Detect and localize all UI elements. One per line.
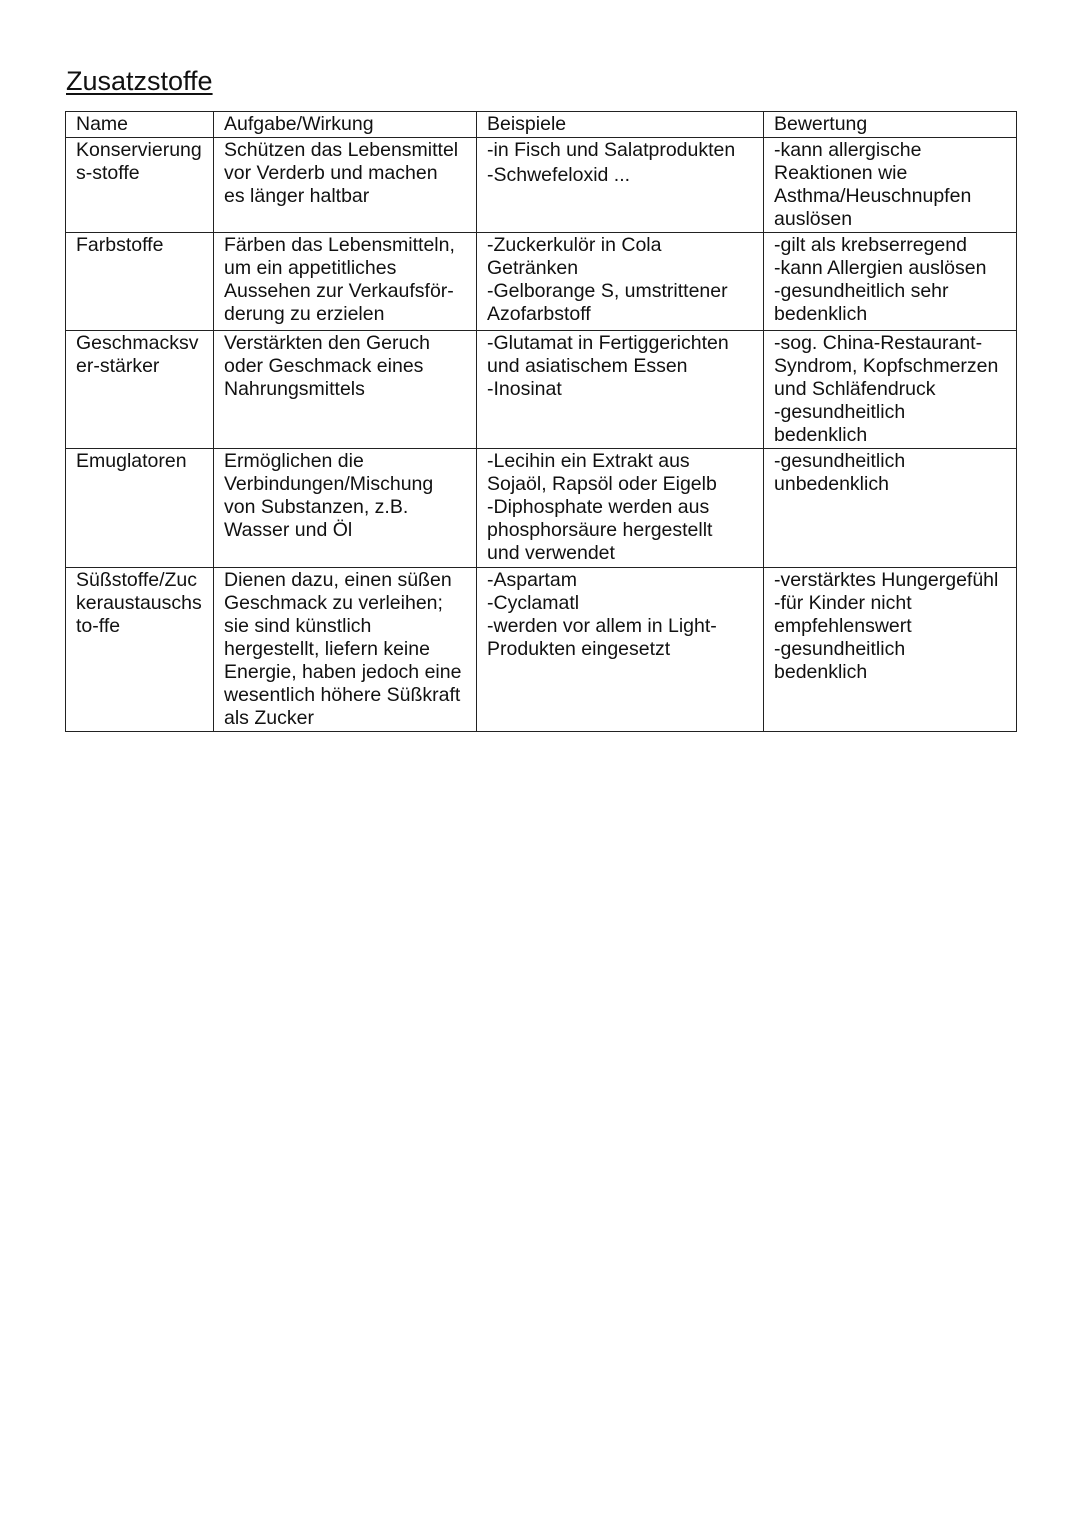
cell-name: [66, 233, 214, 331]
cell-line: -Lecihin ein Extrakt aus: [487, 450, 690, 472]
cell-line: -Glutamat in Fertiggerichten: [487, 332, 729, 354]
cell-bewertung: [764, 331, 1017, 449]
cell-line: -gesundheitlich: [774, 401, 906, 423]
table-row: [66, 233, 1017, 331]
cell-line: -gesundheitlich: [774, 638, 906, 660]
cell-bewertung: [764, 233, 1017, 331]
cell-line: Produkten eingesetzt: [487, 638, 671, 660]
cell-line: Syndrom, Kopfschmerzen: [774, 355, 999, 377]
cell-line: unbedenklich: [774, 473, 889, 495]
cell-line: als Zucker: [224, 707, 314, 729]
cell-line: hergestellt, liefern keine: [224, 638, 430, 660]
cell-line: derung zu erzielen: [224, 303, 385, 325]
cell-name: [66, 568, 214, 732]
cell-line: bedenklich: [774, 661, 868, 683]
cell-aufgabe: [214, 233, 477, 331]
cell-line: -gesundheitlich sehr: [774, 280, 949, 302]
cell-aufgabe: [214, 449, 477, 568]
cell-beispiele: [477, 138, 764, 233]
cell-line: und verwendet: [487, 542, 615, 564]
cell-line: er-stärker: [76, 355, 160, 377]
cell-name: [66, 449, 214, 568]
cell-line: -Schwefeloxid ...: [487, 164, 631, 186]
table-row: [66, 568, 1017, 732]
cell-aufgabe: [214, 568, 477, 732]
cell-line: Färben das Lebensmitteln,: [224, 234, 455, 256]
cell-aufgabe: [214, 138, 477, 233]
cell-line: es länger haltbar: [224, 185, 370, 207]
cell-name: [66, 138, 214, 233]
cell-line: Konservierung: [76, 139, 202, 161]
cell-line: Aussehen zur Verkaufsför-: [224, 280, 454, 302]
cell-line: Getränken: [487, 257, 579, 279]
cell-aufgabe: [214, 331, 477, 449]
cell-line: Geschmack zu verleihen;: [224, 592, 443, 614]
cell-line: -Gelborange S, umstrittener: [487, 280, 728, 302]
cell-line: -sog. China-Restaurant-: [774, 332, 983, 354]
table-row: [66, 138, 1017, 233]
cell-line: Geschmacksv: [76, 332, 199, 354]
header-row: [66, 112, 1017, 138]
cell-line: empfehlenswert: [774, 615, 912, 637]
cell-beispiele: [477, 449, 764, 568]
cell-line: -für Kinder nicht: [774, 592, 912, 614]
cell-line: Emuglatoren: [76, 450, 187, 472]
cell-line: -kann allergische: [774, 139, 922, 161]
cell-line: Dienen dazu, einen süßen: [224, 569, 452, 591]
page-title: Zusatzstoffe: [66, 66, 213, 96]
cell-line: -Aspartam: [487, 569, 577, 591]
cell-line: -Diphosphate werden aus: [487, 496, 710, 518]
header-beispiele: Beispiele: [477, 112, 764, 138]
cell-line: wesentlich höhere Süßkraft: [224, 684, 461, 706]
cell-bewertung: [764, 568, 1017, 732]
cell-line: Verbindungen/Mischung: [224, 473, 434, 495]
cell-line: -kann Allergien auslösen: [774, 257, 987, 279]
header-bewertung: Bewertung: [764, 112, 1017, 138]
header-aufgabe: Aufgabe/Wirkung: [214, 112, 477, 138]
cell-line: s-stoffe: [76, 162, 140, 184]
cell-line: Nahrungsmittels: [224, 378, 365, 400]
additives-table: [65, 111, 1017, 732]
cell-line: -gesundheitlich: [774, 450, 906, 472]
cell-line: to-ffe: [76, 615, 121, 637]
cell-line: Sojaöl, Rapsöl oder Eigelb: [487, 473, 717, 495]
cell-name: [66, 331, 214, 449]
cell-line: -gilt als krebserregend: [774, 234, 967, 256]
table-row: [66, 449, 1017, 568]
cell-line: phosphorsäure hergestellt: [487, 519, 713, 541]
cell-line: bedenklich: [774, 424, 868, 446]
cell-line: -Cyclamatl: [487, 592, 580, 614]
cell-line: -Inosinat: [487, 378, 562, 400]
cell-line: Reaktionen wie: [774, 162, 908, 184]
cell-line: sie sind künstlich: [224, 615, 372, 637]
cell-bewertung: [764, 138, 1017, 233]
cell-line: -in Fisch und Salatprodukten: [487, 139, 736, 161]
cell-line: Verstärkten den Geruch: [224, 332, 430, 354]
cell-beispiele: [477, 331, 764, 449]
cell-line: Ermöglichen die: [224, 450, 364, 472]
cell-line: -werden vor allem in Light-: [487, 615, 717, 637]
cell-line: vor Verderb und machen: [224, 162, 438, 184]
cell-line: Azofarbstoff: [487, 303, 591, 325]
cell-line: Energie, haben jedoch eine: [224, 661, 462, 683]
cell-line: keraustauschs: [76, 592, 202, 614]
cell-beispiele: [477, 568, 764, 732]
cell-line: um ein appetitliches: [224, 257, 397, 279]
cell-line: und Schläfendruck: [774, 378, 936, 400]
cell-bewertung: [764, 449, 1017, 568]
cell-line: Asthma/Heuschnupfen: [774, 185, 972, 207]
cell-line: Wasser und Öl: [224, 519, 353, 541]
cell-line: und asiatischem Essen: [487, 355, 688, 377]
cell-line: von Substanzen, z.B.: [224, 496, 409, 518]
cell-line: Süßstoffe/Zuc: [76, 569, 198, 591]
header-name: Name: [66, 112, 214, 138]
cell-line: oder Geschmack eines: [224, 355, 424, 377]
cell-line: bedenklich: [774, 303, 868, 325]
cell-line: -Zuckerkulör in Cola: [487, 234, 662, 256]
cell-line: auslösen: [774, 208, 853, 230]
cell-line: Schützen das Lebensmittel: [224, 139, 459, 161]
cell-line: -verstärktes Hungergefühl: [774, 569, 999, 591]
cell-beispiele: [477, 233, 764, 331]
cell-line: Farbstoffe: [76, 234, 164, 256]
table-row: [66, 331, 1017, 449]
